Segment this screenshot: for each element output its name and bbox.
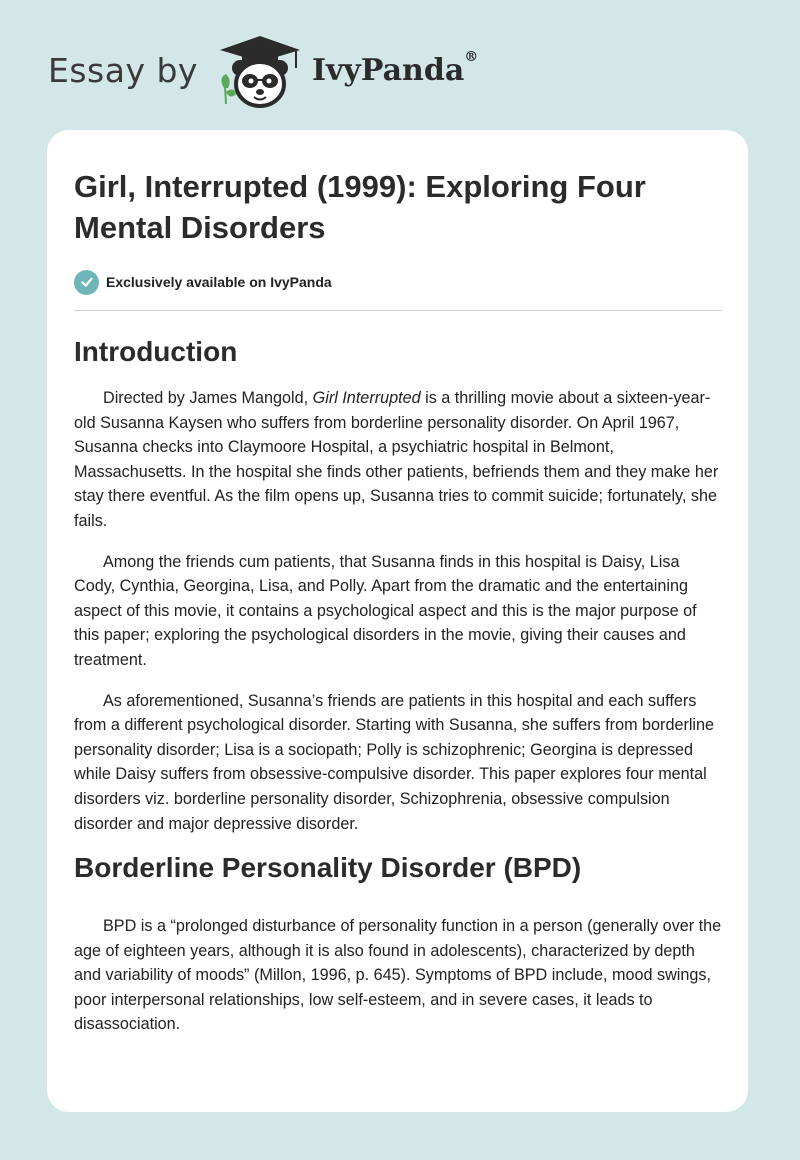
exclusive-label: Exclusively available on IvyPanda [106, 274, 332, 290]
essay-title: Girl, Interrupted (1999): Exploring Four Mental Disorders [74, 169, 646, 245]
paragraph: Among the friends cum patients, that Susanna finds in this hospital is Daisy, Lisa Cody, Cynthia, Georgina, Lisa, and Polly. Apart from the dramatic and the entertaining aspect of this movie, it contains a psychological aspect and this is the major purpose of this paper; exploring the psychological disorders in the movie, giving their causes and treatment. [74, 552, 697, 669]
check-icon [74, 270, 99, 295]
introduction-body [74, 386, 722, 836]
essay-card [47, 130, 748, 1112]
brand-text: IvyPanda [311, 52, 465, 88]
registered-mark: ® [464, 48, 479, 65]
paragraph [74, 386, 722, 534]
panda-logo-icon[interactable] [216, 30, 304, 110]
bpd-body [74, 914, 722, 1037]
essay-by-label: Essay by [48, 50, 198, 90]
section-heading-introduction: Introduction [74, 336, 238, 367]
section-heading-bpd: Borderline Personality Disorder (BPD) [74, 852, 582, 884]
paragraph: As aforementioned, Susanna’s friends are patients in this hospital and each suffers from a different psychological disorder. Starting with Susanna, she suffers from borderline personality disorder; Lisa is a sociopath; Polly is schizophrenic; Georgina is depressed while Daisy suffers from obsessive-compulsive disorder. This paper explores four mental disorders viz. borderline personality disorder, Schizophrenia, obsessive compulsion disorder and major depressive disorder. [74, 691, 715, 833]
film-title: Girl Interrupted [312, 389, 421, 407]
exclusive-badge [74, 268, 722, 296]
site-header [48, 30, 478, 110]
paragraph-text: Directed by James Mangold, [103, 389, 313, 407]
paragraph-text: is a thrilling movie about a sixteen-year-old Susanna Kaysen who suffers from borderline personality disorder. On April 1967, Susanna checks into Claymoore Hospital, a psychiatric hospital in Belmont, Massachusetts. In the hospital she finds other patients, befriends them and they make her stay there eventful. As the film opens up, Susanna tries to commit suicide; fortunately, she fails. [74, 389, 719, 530]
paragraph: BPD is a “prolonged disturbance of personality function in a person (generally over the age of eighteen years, although it is also found in adolescents), characterized by depth and variability of moods” (Millon, 1996, p. 645). Symptoms of BPD include, mood swings, poor interpersonal relationships, low self-esteem, and in severe cases, it leads to disassociation. [74, 917, 722, 1034]
title-divider [74, 310, 722, 311]
brand-name[interactable] [311, 48, 479, 88]
